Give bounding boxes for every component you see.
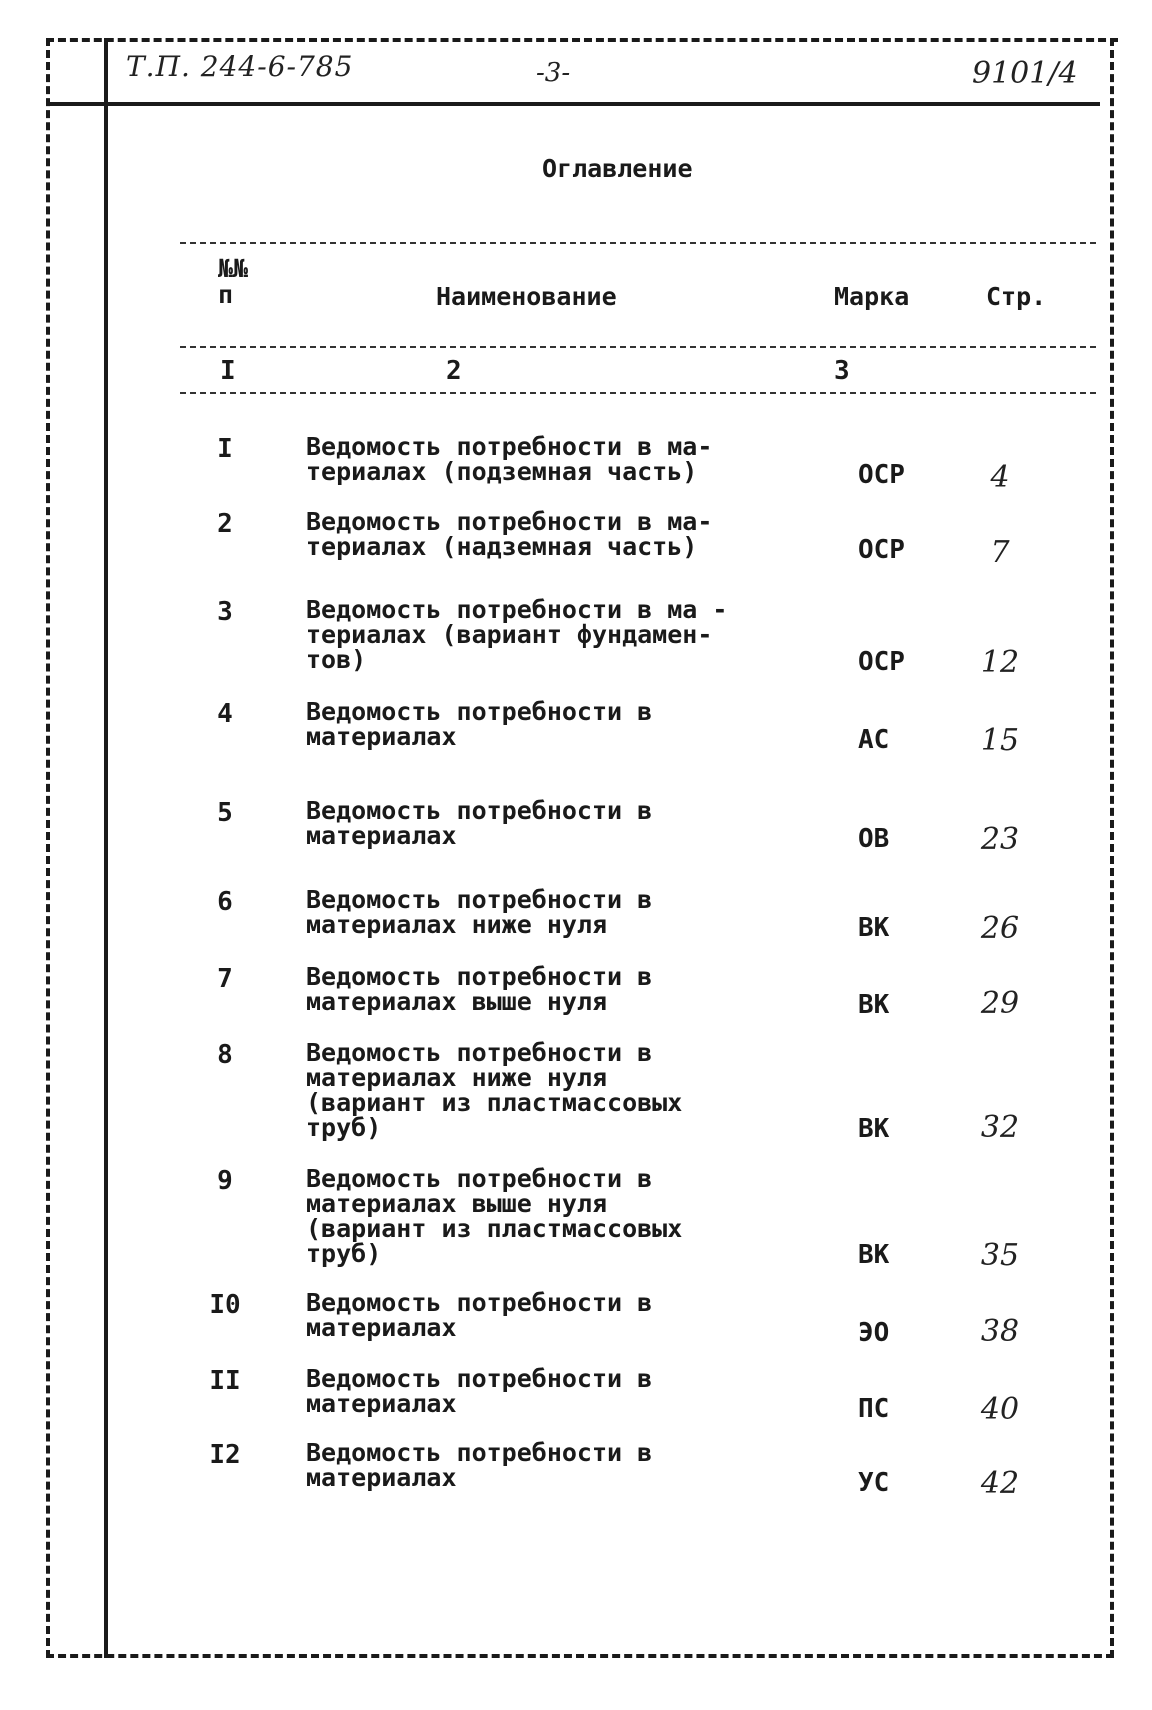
row-number: 4 (217, 699, 233, 729)
row-page: 26 (980, 911, 1020, 946)
row-name: Ведомость потребности в ма- териалах (подземная часть) (306, 432, 713, 486)
row-page: 42 (980, 1466, 1020, 1501)
row-mark: ВК (858, 1240, 890, 1270)
column-header-number: №№ п (218, 254, 249, 309)
row-number: 8 (217, 1040, 233, 1070)
header-bottom-rule (180, 346, 1096, 348)
row-page: 35 (980, 1238, 1020, 1273)
row-mark: ОСР (858, 460, 905, 490)
column-number-2: 2 (446, 356, 462, 386)
row-name: Ведомость потребности в ма- териалах (надземная часть) (306, 507, 713, 561)
row-number: 6 (217, 887, 233, 917)
row-mark: ВК (858, 913, 890, 943)
row-name: Ведомость потребности в материалах (306, 1288, 653, 1342)
row-mark: ОСР (858, 647, 905, 677)
column-header-mark: Марка (834, 282, 910, 311)
row-number: I (217, 434, 233, 464)
row-page: 4 (990, 460, 1010, 495)
row-number: 7 (217, 964, 233, 994)
row-name: Ведомость потребности в материалах (306, 1438, 653, 1492)
frame-right-border (1110, 38, 1114, 1658)
row-name: Ведомость потребности в материалах выше нуля (вариант из пластмассовых труб) (306, 1164, 683, 1268)
row-mark: АС (858, 725, 890, 755)
frame-top-border (46, 38, 1118, 42)
table-top-rule (180, 242, 1096, 244)
row-name: Ведомость потребности в материалах ниже нуля (вариант из пластмассовых труб) (306, 1038, 683, 1142)
column-number-3: 3 (834, 356, 850, 386)
row-page: 23 (980, 822, 1020, 857)
row-name: Ведомость потребности в материалах ниже нуля (306, 885, 653, 939)
row-number: 2 (217, 509, 233, 539)
row-number: II (209, 1366, 241, 1396)
row-page: 32 (980, 1110, 1020, 1145)
row-name: Ведомость потребности в материалах (306, 697, 653, 751)
row-mark: ВК (858, 1114, 890, 1144)
column-number-1: I (220, 356, 236, 386)
row-name: Ведомость потребности в материалах (306, 796, 653, 850)
row-number: 5 (217, 798, 233, 828)
frame-left-border (46, 38, 50, 1658)
row-mark: ОСР (858, 535, 905, 565)
row-number: I2 (209, 1440, 241, 1470)
document-code: Т.П. 244-6-785 (126, 50, 354, 83)
row-page: 7 (990, 535, 1010, 570)
binding-margin-line (104, 38, 108, 1658)
column-numbers-rule (180, 392, 1096, 394)
row-page: 29 (980, 986, 1020, 1021)
row-page: 12 (980, 645, 1020, 680)
header-divider (46, 102, 1100, 106)
page-number: -3- (536, 58, 571, 88)
column-header-name: Наименование (436, 282, 617, 311)
sheet-code: 9101/4 (972, 56, 1078, 91)
row-name: Ведомость потребности в материалах (306, 1364, 653, 1418)
row-number: 3 (217, 597, 233, 627)
row-name: Ведомость потребности в материалах выше нуля (306, 962, 653, 1016)
column-header-page: Стр. (986, 282, 1047, 311)
toc-title: Оглавление (542, 154, 693, 183)
row-mark: ЭО (858, 1318, 890, 1348)
row-number: 9 (217, 1166, 233, 1196)
row-mark: ОВ (858, 824, 890, 854)
row-mark: ПС (858, 1394, 890, 1424)
row-mark: УС (858, 1468, 890, 1498)
row-name: Ведомость потребности в ма - териалах (вариант фундамен- тов) (306, 595, 728, 674)
row-page: 40 (980, 1392, 1020, 1427)
row-mark: ВК (858, 990, 890, 1020)
row-number: I0 (209, 1290, 241, 1320)
row-page: 38 (980, 1314, 1020, 1349)
frame-bottom-border (46, 1654, 1114, 1658)
row-page: 15 (980, 723, 1020, 758)
